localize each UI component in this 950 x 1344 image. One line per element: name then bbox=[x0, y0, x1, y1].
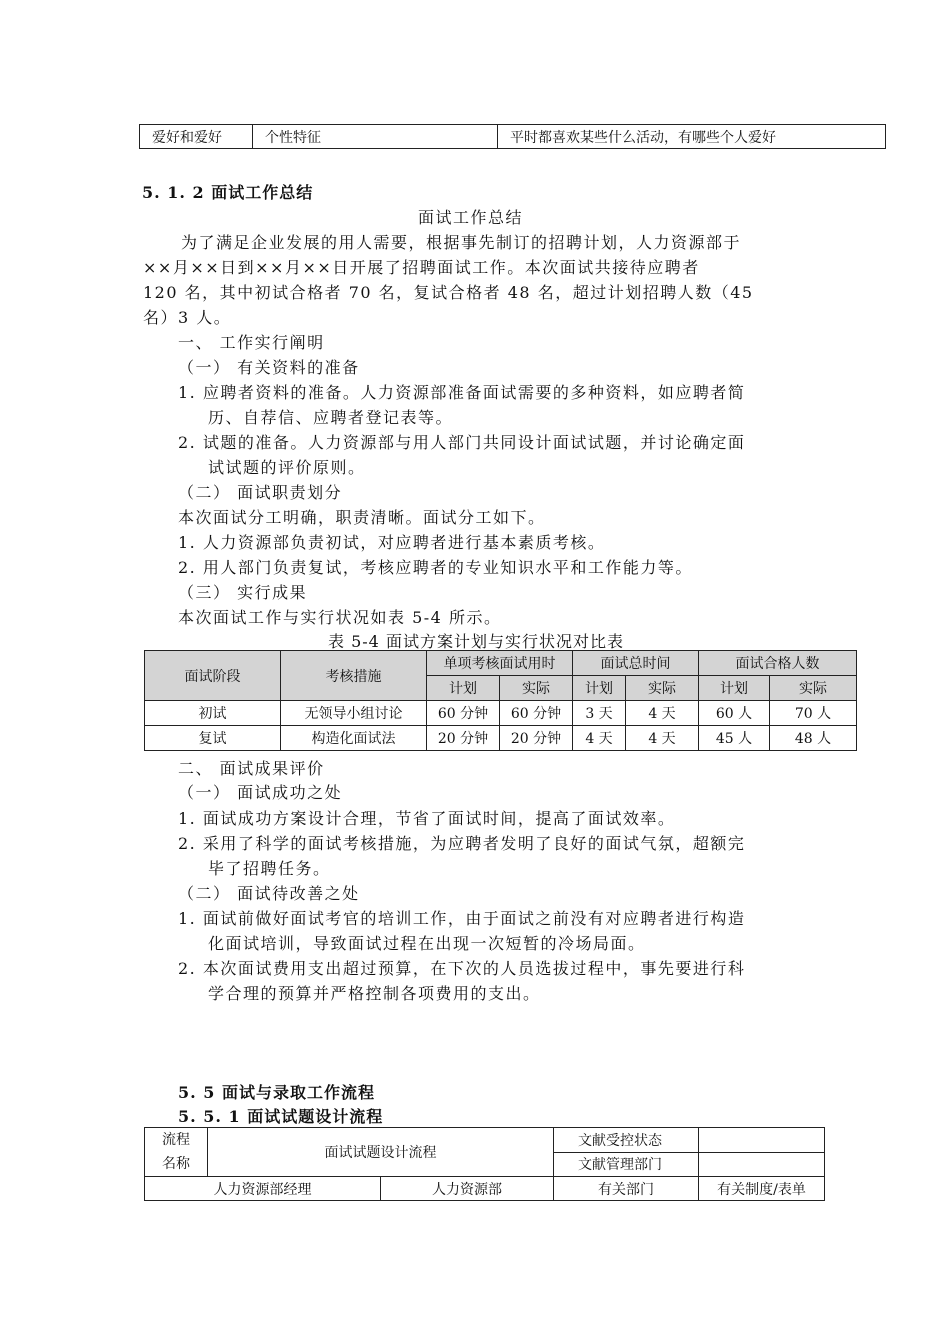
part1-sub3-text: 本次面试工作与实行状况如表 5-4 所示。 bbox=[178, 608, 502, 627]
part2-s2-item1b: 化面试培训，导致面试过程在出现一次短暂的冷场局面。 bbox=[208, 934, 646, 953]
flow-name-label bbox=[145, 1128, 208, 1177]
hobby-cell-2: 个性特征 bbox=[253, 125, 498, 149]
cell-single-actual: 20 分钟 bbox=[500, 726, 573, 751]
doc-dept-value bbox=[699, 1152, 825, 1177]
part1-sub1: （一） 有关资料的准备 bbox=[178, 358, 360, 377]
intro-line-4: 名）3 人。 bbox=[143, 308, 232, 327]
intro-line-1: 为了满足企业发展的用人需要，根据事先制订的招聘计划，人力资源部于 bbox=[181, 233, 742, 252]
cell-measure: 无领导小组讨论 bbox=[281, 701, 427, 726]
part2-s2-item1a: 1. 面试前做好面试考官的培训工作，由于面试之前没有对应聘者进行构造 bbox=[178, 909, 746, 928]
flow-name-value: 面试试题设计流程 bbox=[208, 1128, 554, 1177]
part1-title: 一、 工作实行阐明 bbox=[178, 333, 325, 352]
part1-sub2: （二） 面试职责划分 bbox=[178, 483, 343, 502]
cell-pass-actual: 70 人 bbox=[770, 701, 857, 726]
part1-sub2-item1: 1. 人力资源部负责初试，对应聘者进行基本素质考核。 bbox=[178, 533, 606, 552]
doc-dept-label: 文献管理部门 bbox=[554, 1152, 699, 1177]
part1-item2b: 试试题的评价原则。 bbox=[208, 458, 366, 477]
flow-name-label-1: 流程 bbox=[162, 1132, 190, 1148]
part1-item1b: 历、自荐信、应聘者登记表等。 bbox=[208, 408, 454, 427]
part2-title: 二、 面试成果评价 bbox=[178, 759, 325, 778]
cell-pass-plan: 60 人 bbox=[699, 701, 770, 726]
flow-col-hr-manager: 人力资源部经理 bbox=[145, 1177, 381, 1201]
intro-line-2: ××月××日到××月××日开展了招聘面试工作。本次面试共接待应聘者 bbox=[143, 258, 700, 277]
flow-col-hr-dept: 人力资源部 bbox=[381, 1177, 554, 1201]
cell-single-actual: 60 分钟 bbox=[500, 701, 573, 726]
th-plan: 计划 bbox=[427, 676, 500, 701]
th-plan: 计划 bbox=[573, 676, 626, 701]
th-total-time: 面试总时间 bbox=[573, 651, 699, 676]
part2-s1-item2b: 毕了招聘任务。 bbox=[208, 859, 331, 878]
flow-header-table bbox=[144, 1127, 825, 1201]
doc-title: 面试工作总结 bbox=[418, 208, 524, 227]
cell-single-plan: 60 分钟 bbox=[427, 701, 500, 726]
part2-s2-item2b: 学合理的预算并严格控制各项费用的支出。 bbox=[208, 984, 541, 1003]
flow-name-label-2: 名称 bbox=[162, 1156, 190, 1172]
section-5-5-heading: 5. 5 面试与录取工作流程 bbox=[178, 1083, 375, 1102]
hobby-cell-3: 平时都喜欢某些什么活动，有哪些个人爱好 bbox=[498, 125, 886, 149]
cell-stage: 复试 bbox=[145, 726, 281, 751]
part1-item1a: 1. 应聘者资料的准备。人力资源部准备面试需要的多种资料，如应聘者简 bbox=[178, 383, 746, 402]
th-actual: 实际 bbox=[770, 676, 857, 701]
part1-sub2-item2: 2. 用人部门负责复试，考核应聘者的专业知识水平和工作能力等。 bbox=[178, 558, 693, 577]
th-pass-count: 面试合格人数 bbox=[699, 651, 857, 676]
flow-col-related-docs: 有关制度/表单 bbox=[699, 1177, 825, 1201]
table-row bbox=[145, 701, 857, 726]
part2-s1-item2a: 2. 采用了科学的面试考核措施，为应聘者发明了良好的面试气氛，超额完 bbox=[178, 834, 746, 853]
cell-total-plan: 4 天 bbox=[573, 726, 626, 751]
th-stage: 面试阶段 bbox=[145, 651, 281, 701]
hobby-table bbox=[139, 124, 886, 149]
cell-total-plan: 3 天 bbox=[573, 701, 626, 726]
part1-sub3: （三） 实行成果 bbox=[178, 583, 308, 602]
cell-single-plan: 20 分钟 bbox=[427, 726, 500, 751]
cell-pass-plan: 45 人 bbox=[699, 726, 770, 751]
part2-sub2: （二） 面试待改善之处 bbox=[178, 884, 360, 903]
cell-total-actual: 4 天 bbox=[626, 726, 699, 751]
doc-status-value bbox=[699, 1128, 825, 1153]
doc-status-label: 文献受控状态 bbox=[554, 1128, 699, 1153]
section-5-1-2-heading: 5. 1. 2 面试工作总结 bbox=[142, 183, 314, 202]
table-5-4-caption: 表 5-4 面试方案计划与实行状况对比表 bbox=[328, 632, 624, 651]
hobby-cell-1: 爱好和爱好 bbox=[140, 125, 253, 149]
th-measure: 考核措施 bbox=[281, 651, 427, 701]
cell-stage: 初试 bbox=[145, 701, 281, 726]
intro-line-3: 120 名，其中初试合格者 70 名，复试合格者 48 名，超过计划招聘人数（45 bbox=[143, 283, 754, 302]
cell-pass-actual: 48 人 bbox=[770, 726, 857, 751]
th-plan: 计划 bbox=[699, 676, 770, 701]
cell-measure: 构造化面试法 bbox=[281, 726, 427, 751]
flow-col-related-dept: 有关部门 bbox=[554, 1177, 699, 1201]
th-actual: 实际 bbox=[500, 676, 573, 701]
table-5-4 bbox=[144, 650, 857, 751]
table-row bbox=[145, 726, 857, 751]
part2-sub1: （一） 面试成功之处 bbox=[178, 783, 343, 802]
part2-s1-item1: 1. 面试成功方案设计合理，节省了面试时间，提高了面试效率。 bbox=[178, 809, 676, 828]
part2-s2-item2a: 2. 本次面试费用支出超过预算，在下次的人员选拔过程中，事先要进行科 bbox=[178, 959, 746, 978]
section-5-5-1-heading: 5. 5. 1 面试试题设计流程 bbox=[178, 1107, 384, 1126]
cell-total-actual: 4 天 bbox=[626, 701, 699, 726]
th-single-time: 单项考核面试用时 bbox=[427, 651, 573, 676]
part1-sub2-text: 本次面试分工明确，职责清晰。面试分工如下。 bbox=[178, 508, 546, 527]
part1-item2a: 2. 试题的准备。人力资源部与用人部门共同设计面试试题，并讨论确定面 bbox=[178, 433, 746, 452]
th-actual: 实际 bbox=[626, 676, 699, 701]
